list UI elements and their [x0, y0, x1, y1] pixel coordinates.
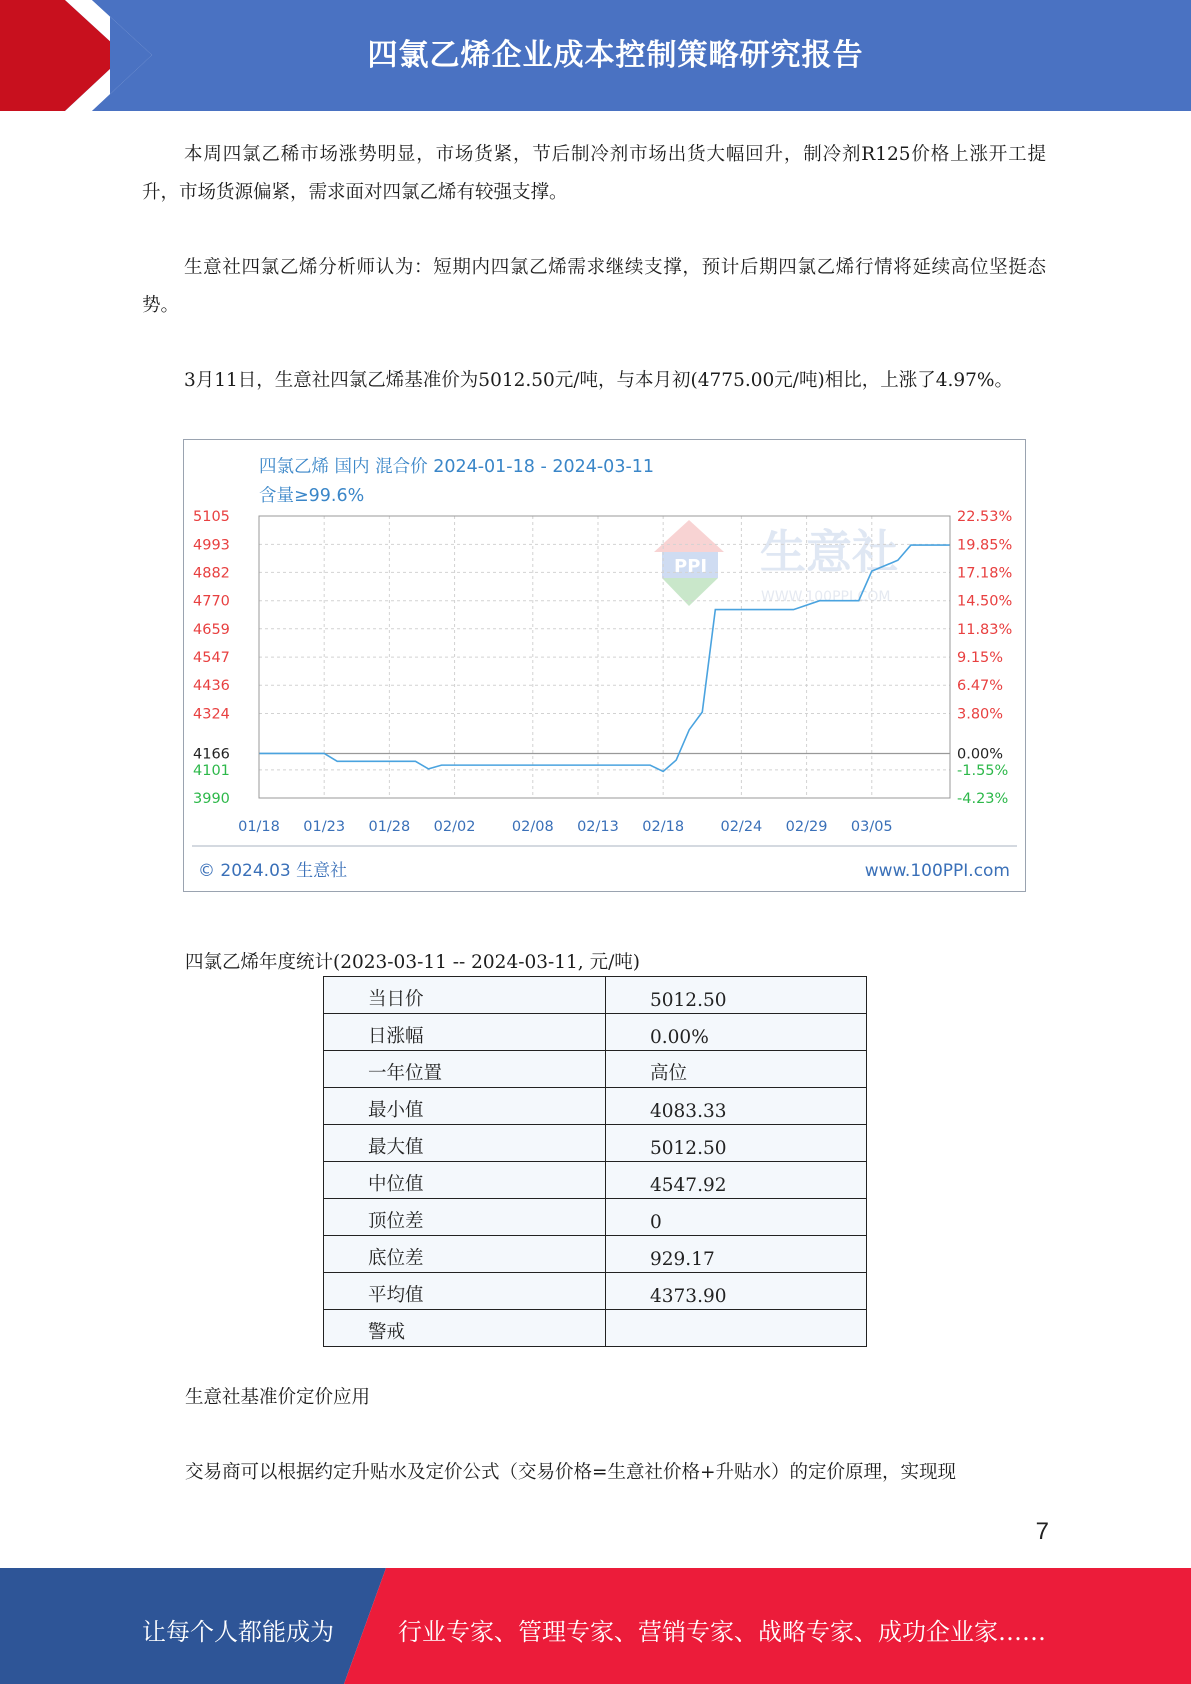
stats-value: 5012.50	[606, 977, 867, 1014]
price-chart	[183, 439, 1026, 892]
stats-row	[324, 1273, 867, 1310]
stats-row	[324, 1199, 867, 1236]
chart-y-right-axis	[957, 509, 1012, 807]
stats-value: 4373.90	[606, 1273, 867, 1310]
x-tick: 02/08	[511, 819, 554, 835]
x-tick: 02/24	[720, 819, 763, 835]
footer-roles: 行业专家、管理专家、营销专家、战略专家、成功企业家……	[398, 1618, 1046, 1646]
x-tick: 01/28	[368, 819, 411, 835]
paragraph-analyst: 生意社四氯乙烯分析师认为：短期内四氯乙烯需求继续支撑，预计后期四氯乙烯行情将延续高位坚挺态势。	[142, 257, 1046, 316]
stats-label: 中位值	[324, 1162, 606, 1199]
stats-row	[324, 1088, 867, 1125]
stats-row	[324, 1051, 867, 1088]
paragraph-market: 本周四氯乙稀市场涨势明显，市场货紧，节后制冷剂市场出货大幅回升，制冷剂R125价格上涨开工提升，市场货源偏紧，需求面对四氯乙烯有较强支撑。	[142, 144, 1046, 203]
x-tick: 03/05	[850, 819, 893, 835]
y-left-tick: 3990	[193, 791, 230, 807]
y-right-tick: 14.50%	[957, 593, 1013, 610]
watermark-text: 生意社	[760, 525, 898, 579]
stats-value: 高位	[606, 1051, 867, 1088]
price-chart-svg	[184, 440, 1025, 891]
y-right-tick: 9.15%	[957, 650, 1004, 667]
pricing-paragraph: 交易商可以根据约定升贴水及定价公式（交易价格=生意社价格+升贴水）的定价原理，实现现	[185, 1462, 957, 1483]
svg-text:PPI: PPI	[674, 556, 708, 577]
footer-slogan: 让每个人都能成为	[142, 1618, 334, 1646]
page-number: 7	[1035, 1518, 1049, 1545]
y-right-tick: 11.83%	[957, 621, 1013, 638]
chart-series-line	[259, 545, 950, 771]
stats-caption: 四氯乙烯年度统计(2023-03-11 -- 2024-03-11, 元/吨)	[185, 952, 641, 973]
stats-row	[324, 1310, 867, 1347]
stats-label: 最小值	[324, 1088, 606, 1125]
watermark-url: WWW.100PPI.COM	[761, 589, 891, 605]
paragraph-price: 3月11日，生意社四氯乙烯基准价为5012.50元/吨，与本月初(4775.00元/吨)相比，上涨了4.97%。	[184, 370, 1013, 391]
y-right-tick: 22.53%	[957, 509, 1013, 525]
stats-value: 0	[606, 1199, 867, 1236]
stats-label: 警戒	[324, 1310, 606, 1347]
chart-copyright: © 2024.03 生意社	[198, 861, 348, 881]
stats-row	[324, 1014, 867, 1051]
y-right-tick: -4.23%	[957, 791, 1009, 807]
stats-value: 0.00%	[606, 1014, 867, 1051]
y-left-tick: 4659	[193, 621, 230, 638]
chart-x-axis	[238, 819, 893, 835]
stats-row	[324, 1125, 867, 1162]
y-left-tick: 4166	[193, 746, 230, 763]
report-title: 四氯乙烯企业成本控制策略研究报告	[367, 38, 864, 73]
y-left-tick: 4993	[193, 537, 230, 554]
y-left-tick: 4101	[193, 762, 230, 779]
stats-value: 4083.33	[606, 1088, 867, 1125]
x-tick: 01/23	[303, 819, 346, 835]
stats-row	[324, 977, 867, 1014]
report-header	[0, 0, 1191, 111]
report-footer	[0, 1568, 1191, 1684]
chart-subtitle: 含量≥99.6%	[259, 486, 365, 506]
stats-label: 顶位差	[324, 1199, 606, 1236]
pricing-heading: 生意社基准价定价应用	[185, 1387, 371, 1408]
y-left-tick: 4547	[193, 650, 230, 667]
stats-label: 当日价	[324, 977, 606, 1014]
y-left-tick: 4324	[193, 706, 230, 723]
stats-label: 最大值	[324, 1125, 606, 1162]
y-left-tick: 4882	[193, 565, 230, 582]
stats-row	[324, 1236, 867, 1273]
y-right-tick: 17.18%	[957, 565, 1013, 582]
y-right-tick: 3.80%	[957, 706, 1004, 723]
stats-label: 日涨幅	[324, 1014, 606, 1051]
stats-label: 一年位置	[324, 1051, 606, 1088]
y-right-tick: 0.00%	[957, 746, 1004, 763]
chart-title: 四氯乙烯 国内 混合价 2024-01-18 - 2024-03-11	[259, 457, 655, 477]
y-right-tick: -1.55%	[957, 762, 1009, 779]
stats-row	[324, 1162, 867, 1199]
x-tick: 02/02	[433, 819, 476, 835]
y-left-tick: 4770	[193, 593, 230, 610]
stats-value: 5012.50	[606, 1125, 867, 1162]
stats-value: 929.17	[606, 1236, 867, 1273]
x-tick: 02/18	[642, 819, 685, 835]
watermark-roof-icon	[654, 520, 724, 552]
stats-label: 平均值	[324, 1273, 606, 1310]
y-right-tick: 6.47%	[957, 678, 1004, 695]
y-right-tick: 19.85%	[957, 537, 1013, 554]
y-left-tick: 5105	[193, 509, 230, 525]
chart-y-left-axis	[193, 509, 230, 807]
watermark-base-icon	[662, 578, 718, 606]
chart-site-link[interactable]: www.100PPI.com	[864, 861, 1010, 881]
x-tick: 02/13	[577, 819, 619, 835]
x-tick: 02/29	[785, 819, 828, 835]
y-left-tick: 4436	[193, 678, 230, 695]
stats-value	[606, 1310, 867, 1347]
stats-label: 底位差	[324, 1236, 606, 1273]
x-tick: 01/18	[238, 819, 280, 835]
stats-table	[323, 976, 867, 1347]
stats-value: 4547.92	[606, 1162, 867, 1199]
